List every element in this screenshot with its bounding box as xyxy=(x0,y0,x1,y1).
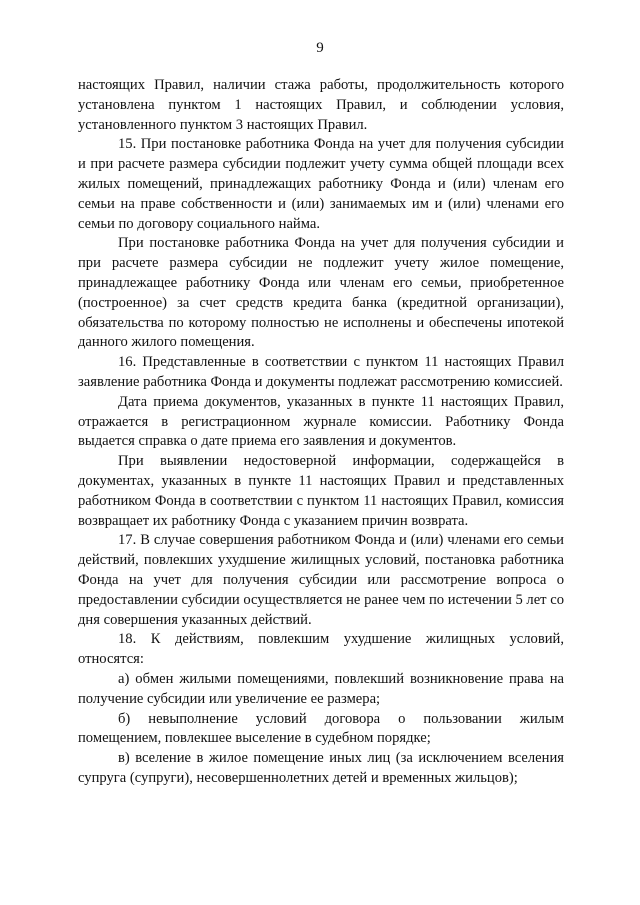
paragraph-18: 18. К действиям, повлекшим ухудшение жилищных условий, относятся: xyxy=(78,631,564,668)
paragraph-17: 17. В случае совершения работником Фонда и (или) членами его семьи действий, повлекших ухудшение жилищных условий, постановка работника Фонда на учет для получения субсидии или рассмотрение вопроса о предоставлении субсидии осуществляется не ранее чем по истечении 5 лет со дня совершения указанных действий. xyxy=(78,532,564,628)
paragraph-15: 15. При постановке работника Фонда на учет для получения субсидии и при расчете размера субсидии подлежит учету сумма общей площади всех жилых помещений, принадлежащих работнику Фонда и (или) членам его семьи на праве собственности и (или) занимаемых им и (или) членами его семьи по договору социального найма. xyxy=(78,136,564,232)
page-number: 9 xyxy=(316,40,324,56)
paragraph-18-item-a: а) обмен жилыми помещениями, повлекший возникновение права на получение субсидии или увеличение ее размера; xyxy=(78,670,564,707)
paragraph-continuation: настоящих Правил, наличии стажа работы, продолжительность которого установлена пунктом 1 настоящих Правил, и соблюдении условия, установленного пунктом 3 настоящих Правил. xyxy=(78,77,564,133)
paragraph-16: 16. Представленные в соответствии с пунктом 11 настоящих Правил заявление работника Фонда и документы подлежат рассмотрению комиссией. xyxy=(78,354,564,390)
paragraph-16-part-2: Дата приема документов, указанных в пункте 11 настоящих Правил, отражается в регистрационном журнале комиссии. Работнику Фонда выдается справка о дате приема его заявления и документов. xyxy=(78,393,564,450)
paragraph-18-item-b: б) невыполнение условий договора о пользовании жилым помещением, повлекшее выселение в судебном порядке; xyxy=(78,710,564,747)
paragraph-16-part-3: При выявлении недостоверной информации, содержащейся в документах, указанных в пункте 11 настоящих Правил и представленных работником Фонда в соответствии с пунктом 11 настоящих Правил, комиссия возвращает их работнику Фонда с указанием причин возврата. xyxy=(78,453,564,529)
paragraph-18-item-c: в) вселение в жилое помещение иных лиц (за исключением вселения супруга (супруги), несовершеннолетних детей и временных жильцов); xyxy=(78,750,564,786)
document-body xyxy=(78,76,564,789)
paragraph-15-part-2: При постановке работника Фонда на учет для получения субсидии и при расчете размера субсидии не подлежит учету жилое помещение, принадлежащее работнику Фонда или членам его семьи, приобретенное (построенное) за счет средств кредита банка (кредитной организации), обязательства по которому полностью не исполнены и обеспечены ипотекой данного жилого помещения. xyxy=(78,235,564,351)
